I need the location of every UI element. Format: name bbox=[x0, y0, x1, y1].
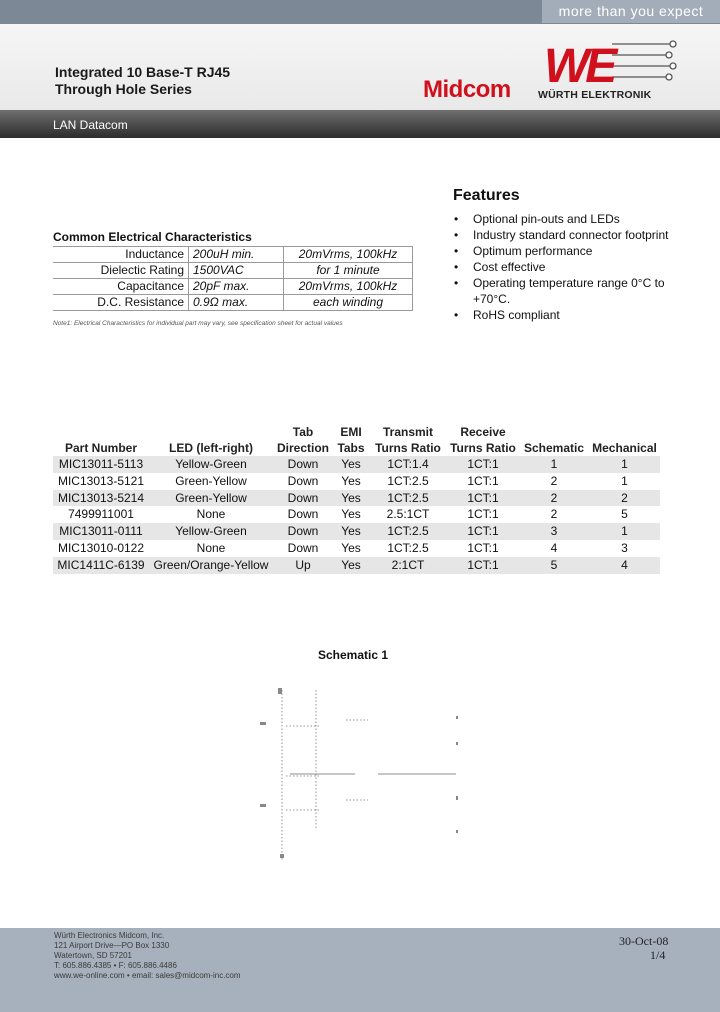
document-date: 30-Oct-08 bbox=[619, 934, 669, 948]
feature-item: • Optional pin-outs and LEDs bbox=[454, 212, 694, 228]
table-row: 7499911001 None Down Yes 2.5:1CT 1CT:1 2 5 bbox=[68, 507, 628, 522]
features-list bbox=[454, 212, 694, 324]
wurth-elektronik-logo: WÜRTH ELEKTRONIK bbox=[538, 89, 652, 101]
table-row: Capacitance 20pF max. 20mVrms, 100kHz bbox=[53, 279, 413, 295]
tagline: more than you expect bbox=[542, 0, 720, 23]
table-row: Inductance 200uH min. 20mVrms, 100kHz bbox=[53, 247, 413, 263]
electrical-note: Note1: Electrical Characteristics for individual part may vary, see specification sheet for actual values bbox=[53, 320, 343, 327]
electrical-characteristics-title: Common Electrical Characteristics bbox=[53, 230, 252, 244]
features-title: Features bbox=[453, 187, 520, 204]
table-row: MIC13011-5113 Yellow-Green Down Yes 1CT:1.4 1CT:1 1 1 bbox=[53, 456, 660, 473]
schematic-title: Schematic 1 bbox=[318, 648, 389, 662]
table-header-row-1: Tab EMI Transmit Receive bbox=[292, 425, 506, 439]
table-row: MIC1411C-6139 Green/Orange-Yellow Up Yes 2:1CT 1CT:1 5 4 bbox=[53, 557, 660, 574]
schematic-diagram bbox=[250, 680, 470, 870]
company-address: Würth Electronics Midcom, Inc. 121 Airport Drive—PO Box 1330 Watertown, SD 57201 T: 605.886.4385 • F: 605.886.4486 www.we-online.com • email: sales@midcom-inc.com bbox=[54, 931, 241, 980]
part-number-table bbox=[53, 424, 660, 574]
we-logo-icon bbox=[542, 36, 682, 88]
table-row: MIC13013-5121 Green-Yellow Down Yes 1CT:2.5 1CT:1 2 1 bbox=[57, 473, 628, 488]
table-header-row-2: Part Number LED (left-right) Direction Tabs Turns Ratio Turns Ratio Schematic Mechanical bbox=[64, 441, 657, 455]
table-row: D.C. Resistance 0.9Ω max. each winding bbox=[53, 295, 413, 311]
feature-item: • Operating temperature range 0°C to +70°C. bbox=[454, 276, 694, 307]
table-row: MIC13011-0111 Yellow-Green Down Yes 1CT:2.5 1CT:1 3 1 bbox=[53, 523, 660, 540]
midcom-logo: Midcom bbox=[423, 76, 511, 103]
page-number: 1/4 bbox=[650, 948, 666, 962]
table-row: MIC13010-0122 None Down Yes 1CT:2.5 1CT:1 4 3 bbox=[57, 540, 628, 555]
product-title-line-1: Integrated 10 Base-T RJ45 bbox=[55, 64, 231, 80]
feature-item: • Cost effective bbox=[454, 260, 694, 276]
we-logo-text: WE bbox=[544, 40, 614, 88]
feature-item: • RoHS compliant bbox=[454, 308, 694, 324]
feature-item: • Optimum performance bbox=[454, 244, 694, 260]
product-title-line-2: Through Hole Series bbox=[55, 81, 192, 97]
nav-label: LAN Datacom bbox=[53, 118, 128, 132]
electrical-characteristics-table bbox=[53, 246, 413, 311]
table-row: Dielectic Rating 1500VAC for 1 minute bbox=[53, 263, 413, 279]
table-row: MIC13013-5214 Green-Yellow Down Yes 1CT:2.5 1CT:1 2 2 bbox=[53, 490, 660, 507]
feature-item: • Industry standard connector footprint bbox=[454, 228, 694, 244]
